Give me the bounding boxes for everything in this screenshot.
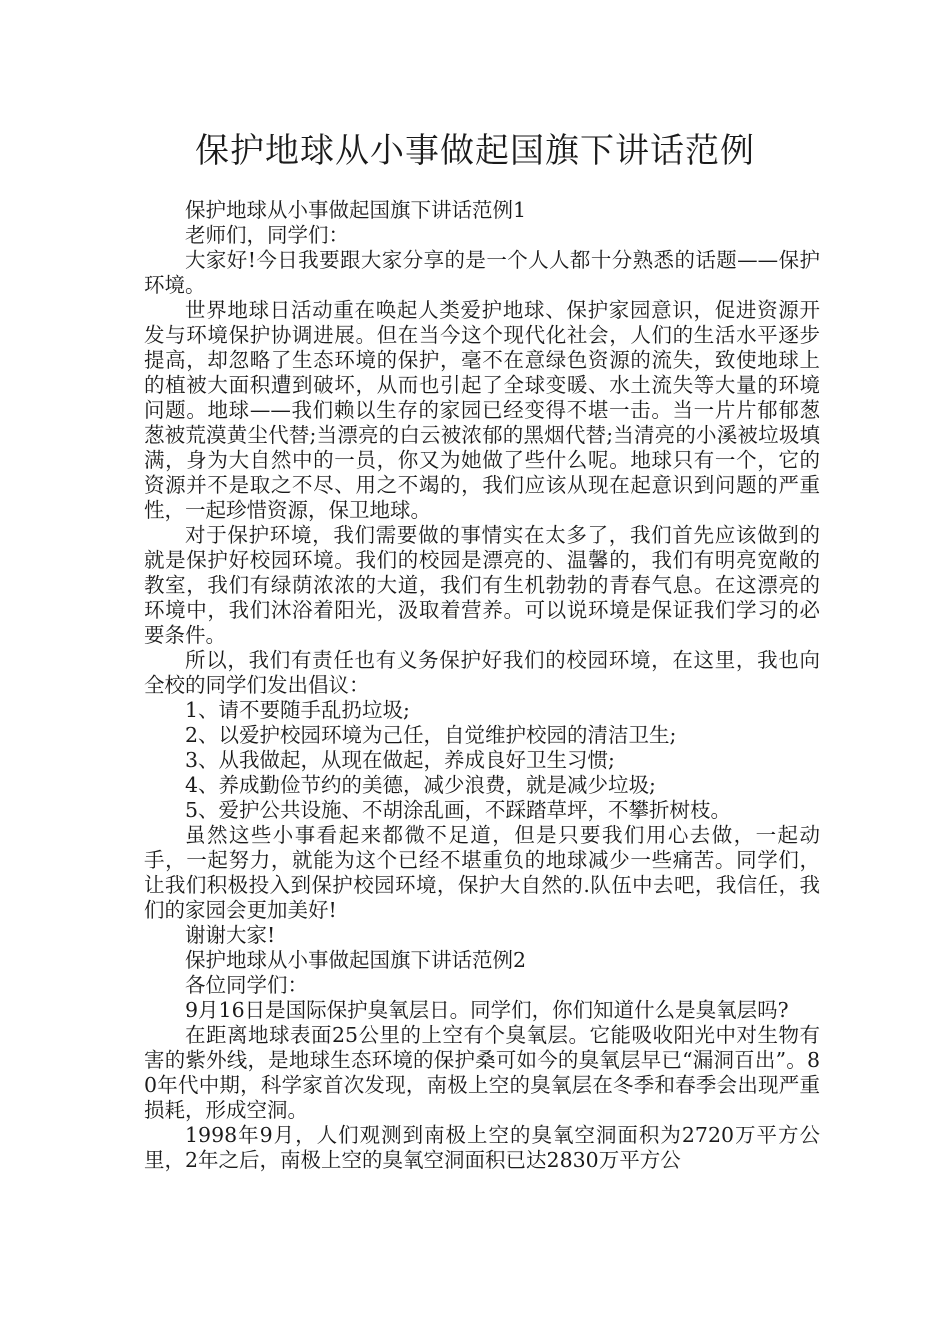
- paragraph: 9月16日是国际保护臭氧层日。同学们，你们知道什么是臭氧层吗?: [185, 998, 789, 1022]
- paragraph: 谢谢大家!: [185, 923, 276, 947]
- paragraph: 保护地球从小事做起国旗下讲话范例1: [185, 198, 527, 222]
- document-body: [144, 198, 820, 1173]
- list-item: 4、养成勤俭节约的美德，减少浪费，就是减少垃圾;: [185, 773, 656, 797]
- list-item: 3、从我做起，从现在做起，养成良好卫生习惯;: [185, 748, 615, 772]
- paragraph: 所以，我们有责任也有义务保护好我们的校园环境，在这里，我也向全校的同学们发出倡议：: [144, 648, 820, 697]
- list-item: 1、请不要随手乱扔垃圾;: [185, 698, 410, 722]
- paragraph: 虽然这些小事看起来都微不足道，但是只要我们用心去做，一起动手，一起努力，就能为这个已经不堪重负的地球减少一些痛苦。同学们，让我们积极投入到保护校园环境，保护大自然的.队伍中去吧，我信任，我们的家园会更加美好!: [144, 823, 820, 922]
- list-item: 2、以爱护校园环境为己任，自觉维护校园的清洁卫生;: [185, 723, 677, 747]
- paragraph: 在距离地球表面25公里的上空有个臭氧层。它能吸收阳光中对生物有害的紫外线，是地球生态环境的保护桑可如今的臭氧层早已“漏洞百出”。80年代中期，科学家首次发现，南极上空的臭氧层在冬季和春季会出现严重损耗，形成空洞。: [144, 1023, 820, 1122]
- paragraph: 1998年9月，人们观测到南极上空的臭氧空洞面积为2720万平方公里，2年之后，南极上空的臭氧空洞面积已达2830万平方公: [144, 1123, 820, 1172]
- paragraph: 各位同学们：: [185, 973, 308, 997]
- paragraph: 对于保护环境，我们需要做的事情实在太多了，我们首先应该做到的就是保护好校园环境。我们的校园是漂亮的、温馨的，我们有明亮宽敞的教室，我们有绿荫浓浓的大道，我们有生机勃勃的青春气息。在这漂亮的环境中，我们沐浴着阳光，汲取着营养。可以说环境是保证我们学习的必要条件。: [144, 523, 820, 647]
- paragraph: 世界地球日活动重在唤起人类爱护地球、保护家园意识，促进资源开发与环境保护协调进展。但在当今这个现代化社会，人们的生活水平逐步提高，却忽略了生态环境的保护，毫不在意绿色资源的流失，致使地球上的植被大面积遭到破坏，从而也引起了全球变暖、水土流失等大量的环境问题。地球——我们赖以生存的家园已经变得不堪一击。当一片片郁郁葱葱被荒漠黄尘代替;当漂亮的白云被浓郁的黑烟代替;当清亮的小溪被垃圾填满，身为大自然中的一员，你又为她做了些什么呢。地球只有一个，它的资源并不是取之不尽、用之不竭的，我们应该从现在起意识到问题的严重性，一起珍惜资源，保卫地球。: [144, 298, 820, 522]
- document-title: 保护地球从小事做起国旗下讲话范例: [195, 131, 755, 171]
- paragraph: 大家好!今日我要跟大家分享的是一个人人都十分熟悉的话题——保护环境。: [144, 248, 820, 297]
- list-item: 5、爱护公共设施、不胡涂乱画，不踩踏草坪，不攀折树枝。: [185, 798, 732, 822]
- paragraph: 老师们，同学们：: [185, 223, 349, 247]
- paragraph: 保护地球从小事做起国旗下讲话范例2: [185, 948, 527, 972]
